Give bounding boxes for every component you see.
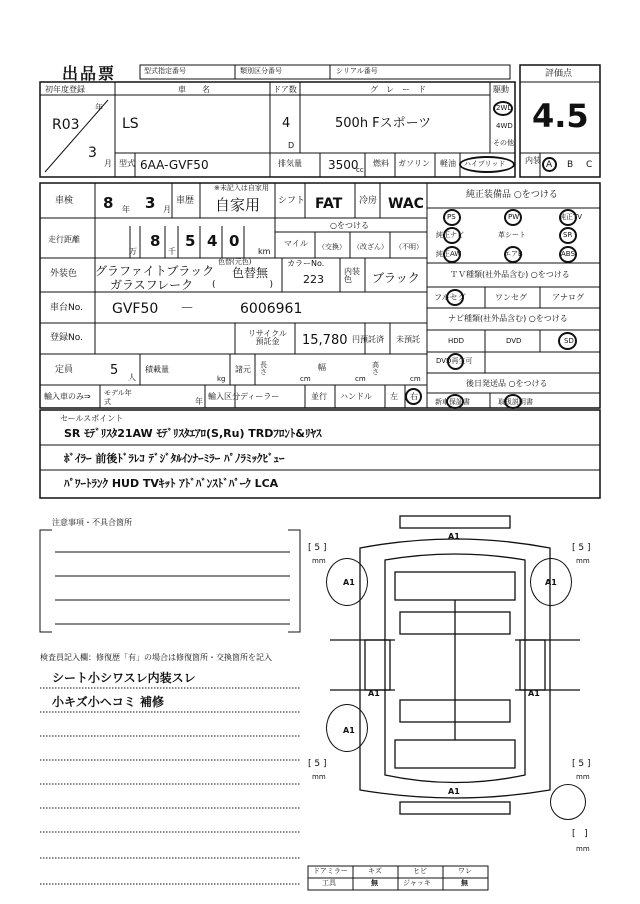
shift: FAT <box>315 196 343 212</box>
displacement-label: 排気量 <box>278 159 302 168</box>
tread-spare: [ ] <box>572 829 588 839</box>
cm-unit: cm <box>410 375 421 383</box>
cm-unit: cm <box>300 375 311 383</box>
tread-spare-unit: mm <box>576 845 590 853</box>
capacity: 5 <box>110 363 119 378</box>
tread-fl-unit: mm <box>312 557 326 565</box>
tool-jack: ジャッキ <box>403 879 431 887</box>
inspector-note-2: 小キズ小ヘコミ 補修 <box>52 695 164 709</box>
dims-label: 諸元 <box>235 365 251 374</box>
inspection-year: 8 <box>103 194 114 212</box>
reg-no-label: 登録No. <box>50 333 83 343</box>
circle-mark <box>504 209 522 226</box>
navi-hdd: HDD <box>448 337 465 345</box>
circle-mark <box>504 394 522 409</box>
tamper-label: （改ざん） <box>353 243 388 251</box>
unit-man: 万 <box>129 247 137 256</box>
month-unit: 月 <box>104 159 112 168</box>
caution-label: 注意事項・不具合箇所 <box>52 518 132 527</box>
circle-mark <box>443 209 461 226</box>
opt-ps: PS <box>447 213 456 221</box>
genuine-title: 純正装備品 ○をつける <box>466 190 558 200</box>
import-label: 輸入車のみ⇒ <box>44 392 91 401</box>
parallel: 並行 <box>311 392 327 401</box>
unit-km: km <box>258 247 271 256</box>
color-label: 外装色 <box>50 269 78 279</box>
tool-none-1: 無 <box>371 879 378 887</box>
drive-2wd: 2WD <box>496 104 513 112</box>
color-line-1: グラファイトブラック <box>95 264 215 278</box>
tv-analog: アナログ <box>552 293 584 302</box>
opt-tv: 純正TV <box>559 213 583 221</box>
damage-rear: A1 <box>448 787 460 796</box>
serial-label: シリアル番号 <box>336 67 378 75</box>
chassis-dash: － <box>180 301 194 317</box>
navi-type-title: ナビ種類(社外品含む) ○をつける <box>448 314 568 323</box>
page-title: 出品票 <box>62 64 117 83</box>
usage-label: 車歴 <box>176 196 195 206</box>
fuel-gasoline: ガソリン <box>398 159 430 168</box>
tread-fr-unit: mm <box>576 557 590 565</box>
grade-label: グ レ ー ド <box>370 85 426 94</box>
model-year-label: モデル年式 <box>104 389 132 406</box>
tool-label: 工具 <box>322 879 336 887</box>
steering-right: 右 <box>410 392 418 401</box>
capacity-unit: 人 <box>128 373 136 382</box>
recycle-amount: 15,780 <box>302 333 348 348</box>
repaint-paren: ( ) <box>212 280 274 290</box>
tool-break: ワレ <box>458 867 472 875</box>
reg-month: 3 <box>88 145 97 161</box>
grade: 500h Fスポーツ <box>335 116 432 131</box>
circle-mark <box>443 246 461 263</box>
int-color: ブラック <box>372 271 420 285</box>
usage: 自家用 <box>215 196 261 214</box>
fuel-diesel: 軽油 <box>440 159 456 168</box>
damage-front-left-tire: A1 <box>343 578 355 587</box>
sales-line-2: ﾎﾞｲﾗｰ 前後ﾄﾞﾗﾚｺ ﾃﾞｼﾞﾀﾙｲﾝﾅｰﾐﾗｰ ﾊﾟﾉﾗﾐｯｸﾋﾞｭｰ <box>64 452 285 465</box>
doors-unit: D <box>288 141 295 150</box>
doors-label: ドア数 <box>273 85 297 94</box>
first-reg-label: 初年度登録 <box>45 85 85 94</box>
sales-line-1: SR ﾓﾃﾞﾘｽﾀ21AW ﾓﾃﾞﾘｽﾀｴｱﾛ(S,Ru) TRDﾌﾛﾝﾄ&ﾘﾔｽ <box>64 427 322 440</box>
damage-front: A1 <box>448 532 460 541</box>
car-name-label: 車 名 <box>178 85 210 94</box>
circle-note: ○をつける <box>330 221 369 230</box>
steering-left: 左 <box>390 392 398 401</box>
inspection-month: 3 <box>145 194 156 212</box>
damage-left-side: A1 <box>368 689 380 698</box>
fuel-hybrid: ハイブリッド <box>464 160 506 168</box>
navi-sd: SD <box>564 337 574 345</box>
mileage-label: 走行距離 <box>48 235 80 244</box>
tread-fl: [ 5 ] <box>308 543 327 553</box>
damage-rear-left-tire: A1 <box>343 726 355 735</box>
tread-fr: [ 5 ] <box>572 543 591 553</box>
recycle-unit: 円預託済 <box>352 335 384 344</box>
opt-abs: ABS <box>561 250 575 258</box>
dvd-play: DVD再生可 <box>436 357 473 365</box>
score-value: 4.5 <box>532 97 589 135</box>
tv-oneseg: ワンセグ <box>495 293 527 302</box>
opt-airbag: エアB <box>504 250 523 258</box>
color-line-2: ガラスフレーク <box>110 278 194 292</box>
mileage-digit-3: 4 <box>207 232 218 250</box>
length-label: 長さ <box>260 361 267 376</box>
circle-mark <box>558 332 577 350</box>
circle-mark <box>559 246 577 263</box>
circle-mark <box>446 394 464 409</box>
chassis-label: 車台No. <box>50 303 83 313</box>
circle-mark <box>559 227 577 244</box>
tread-rl: [ 5 ] <box>308 759 327 769</box>
usage-note: ※未記入は自家用 <box>214 184 269 192</box>
repaint: 色替無 <box>232 266 269 280</box>
circle-mark <box>443 227 461 244</box>
ac-label: 冷房 <box>359 196 378 206</box>
load-label: 積載量 <box>145 365 169 374</box>
recycle-unpaid: 未預託 <box>396 335 420 344</box>
sales-label: セールスポイント <box>60 414 124 423</box>
height-label: 高さ <box>372 361 379 376</box>
sales-line-3: ﾊﾟﾜｰﾄﾗﾝｸ HUD TVｷｯﾄ ｱﾄﾞﾊﾞﾝｽﾄﾞﾊﾟｰｸ LCA <box>64 477 279 490</box>
mileage-digit-1: 8 <box>150 232 161 250</box>
opt-pw: PW <box>508 213 520 221</box>
mile-label: マイル <box>284 239 308 248</box>
interior-label: 内装 <box>525 156 541 165</box>
opt-navi: 純正ナビ <box>436 231 464 239</box>
circle-mark <box>446 289 464 306</box>
model-cert-label: 型式指定番号 <box>144 67 186 75</box>
later-manual: 取扱説明書 <box>498 398 533 406</box>
tv-fullseg: フルセグ <box>434 293 466 302</box>
kg-unit: kg <box>217 375 226 383</box>
recycle-label: リサイクル預託金 <box>248 329 287 346</box>
inspection-label: 車検 <box>55 196 74 206</box>
circle-mark <box>542 157 557 172</box>
class-label: 類別区分番号 <box>240 67 282 75</box>
drive-4wd: 4WD <box>496 122 513 130</box>
width-label: 幅 <box>318 363 326 372</box>
circle-mark <box>405 388 422 405</box>
displacement: 3500 <box>328 158 359 172</box>
drive-label: 駆動 <box>493 85 509 94</box>
navi-dvd: DVD <box>506 337 522 345</box>
unknown-label: （不明） <box>395 243 423 251</box>
fuel-label: 燃料 <box>373 159 389 168</box>
tool-crack: ヒビ <box>413 867 427 875</box>
ac: WAC <box>388 196 424 212</box>
tread-rr-unit: mm <box>576 773 590 781</box>
interior-grade-b: B <box>567 160 574 170</box>
year-unit: 年 <box>122 205 130 214</box>
opt-leather: 革シート <box>498 231 526 239</box>
color-no-label: カラーNo. <box>287 259 325 268</box>
year-unit: 年 <box>95 103 103 112</box>
chassis-prefix: GVF50 <box>112 301 159 317</box>
reg-era: R03 <box>52 117 80 133</box>
steering-label: ハンドル <box>340 392 372 401</box>
cm-unit: cm <box>355 375 366 383</box>
doors: 4 <box>282 116 291 131</box>
later-warranty: 新車保証書 <box>435 398 470 406</box>
model-label: 型式 <box>119 159 135 168</box>
tv-type-title: ＴＶ種類(社外品含む) ○をつける <box>450 270 570 279</box>
circle-mark <box>559 209 577 226</box>
damage-front-right-tire: A1 <box>545 578 557 587</box>
opt-sr: SR <box>563 231 573 239</box>
mileage-digit-4: 0 <box>229 232 240 250</box>
month-unit: 月 <box>163 205 171 214</box>
tread-rr: [ 5 ] <box>572 759 591 769</box>
repaint-label: 色替(元色) <box>218 258 252 266</box>
later-title: 後日発送品 ○をつける <box>466 379 548 388</box>
model-code: 6AA-GVF50 <box>140 158 209 172</box>
chassis-number: 6006961 <box>240 301 303 317</box>
mileage-digit-2: 5 <box>185 232 196 250</box>
damage-right-side: A1 <box>528 689 540 698</box>
capacity-label: 定員 <box>55 365 74 375</box>
circle-mark <box>504 246 522 263</box>
shift-label: シフト <box>278 196 306 206</box>
interior-grade-c: C <box>586 160 593 170</box>
circle-mark <box>459 156 515 173</box>
unit-sen: 千 <box>168 247 176 256</box>
tool-scratch: キズ <box>368 867 382 875</box>
import-class-label: 輸入区分 <box>208 392 240 401</box>
color-no: 223 <box>303 273 324 286</box>
swap-label: （交換） <box>318 243 346 251</box>
car-name: LS <box>122 116 139 132</box>
tread-rl-unit: mm <box>312 773 326 781</box>
spare-tire <box>550 784 586 820</box>
int-color-label: 内装色 <box>344 267 360 284</box>
tool-door-mirror: ドアミラー <box>313 867 348 875</box>
inspector-label: 検査員記入欄：修復歴「有」の場合は修復箇所・交換箇所を記入 <box>40 653 272 662</box>
score-label: 評価点 <box>545 69 573 79</box>
opt-aw: 純正AW <box>436 250 462 258</box>
drive-other: その他 <box>493 139 514 147</box>
tool-none-2: 無 <box>461 879 468 887</box>
interior-grade-a: A <box>546 160 553 170</box>
circle-mark <box>447 353 464 370</box>
cc-unit: cc <box>356 166 364 174</box>
dealer: ディーラー <box>240 392 280 401</box>
year-suffix: 年 <box>195 397 203 406</box>
inspector-note-1: シート小シワスレ内装スレ <box>52 671 196 685</box>
circle-mark <box>493 101 513 116</box>
